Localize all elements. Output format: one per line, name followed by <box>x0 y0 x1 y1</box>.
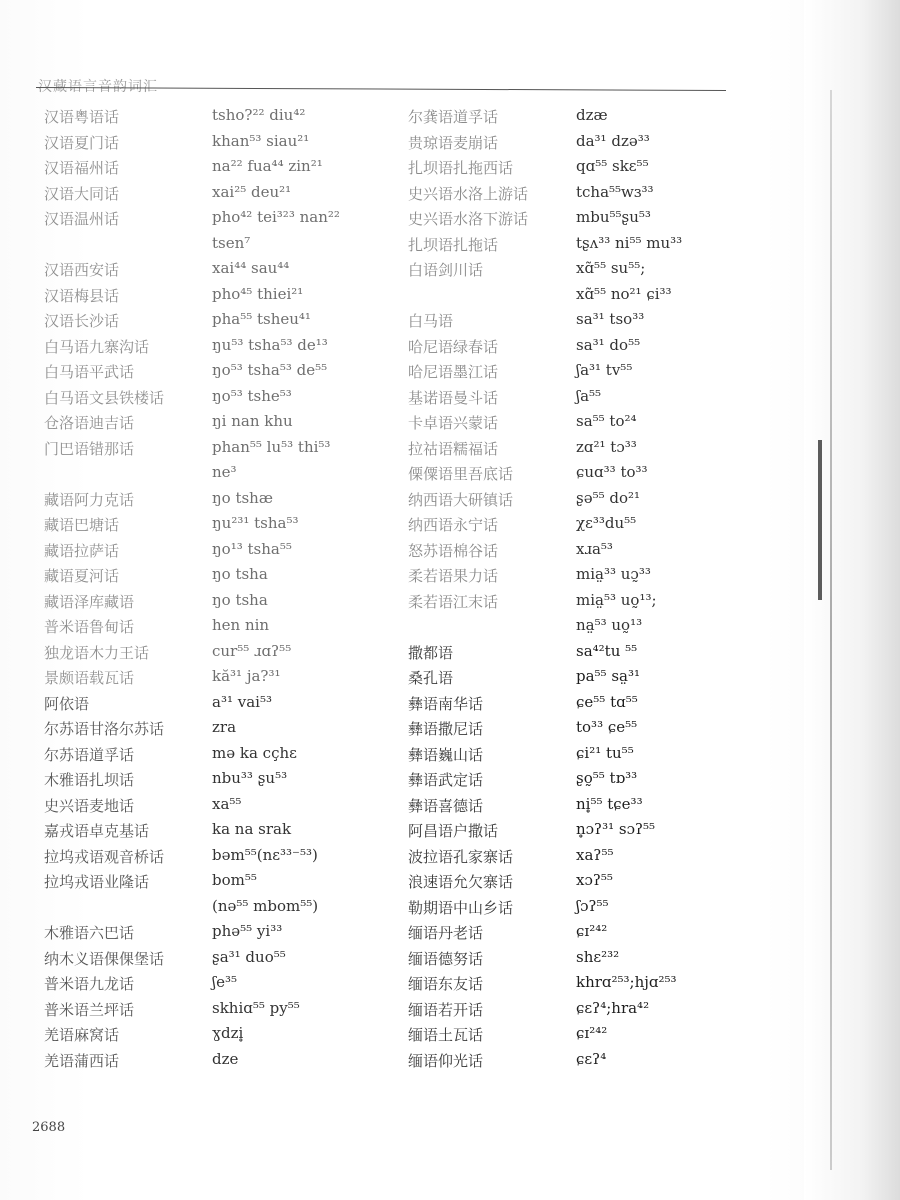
dialect-name: 缅语德努话 <box>408 949 484 968</box>
dialect-name: 怒苏语棉谷话 <box>408 541 499 560</box>
dictionary-entry <box>408 897 609 918</box>
dialect-name: 普米语鲁甸话 <box>44 618 135 636</box>
dialect-name: 史兴语水洛下游话 <box>408 210 529 228</box>
dialect-name: 哈尼语墨江话 <box>408 363 499 381</box>
dictionary-entry <box>408 514 636 535</box>
pronunciation: xaʔ⁵⁵ <box>576 845 614 864</box>
pronunciation: tʂʌ³³ ni⁵⁵ mu³³ <box>576 233 683 252</box>
dictionary-entry <box>44 1050 238 1071</box>
dialect-name: 白马语文县铁楼话 <box>44 388 165 407</box>
pronunciation: xai⁴⁴ sau⁴⁴ <box>212 259 290 277</box>
dialect-name: 拉坞戎语业隆话 <box>44 873 150 891</box>
pronunciation: ɕɛʔ⁴ <box>576 1049 607 1068</box>
dialect-name: 拉坞戎语观音桥话 <box>44 847 165 866</box>
dictionary-entry <box>44 285 303 306</box>
dictionary-entry <box>44 769 287 790</box>
dialect-name: 缅语若开话 <box>408 1000 484 1019</box>
pronunciation: ne³ <box>212 463 237 481</box>
dictionary-entry <box>408 769 637 790</box>
dialect-name: 扎坝语扎拖话 <box>408 235 499 254</box>
dictionary-entry <box>408 1050 606 1071</box>
dialect-name: 尔苏语道孚话 <box>44 745 135 764</box>
pronunciation: bom⁵⁵ <box>212 871 257 889</box>
dictionary-entry <box>408 973 677 994</box>
pronunciation: phan⁵⁵ lu⁵³ thi⁵³ <box>212 437 331 456</box>
pronunciation: pho⁴² tei³²³ nan²² <box>212 208 340 226</box>
dialect-name: 纳西语大研镇话 <box>408 490 514 509</box>
dictionary-entry <box>408 999 649 1020</box>
dictionary-entry <box>44 387 292 408</box>
pronunciation: skhiɑ⁵⁵ py⁵⁵ <box>212 998 300 1017</box>
pronunciation: na̤⁵³ uo̰¹³ <box>576 616 643 634</box>
dialect-name: 羌语麻窝话 <box>44 1026 120 1044</box>
dialect-name: 勒期语中山乡话 <box>408 898 514 917</box>
binding-edge <box>804 0 900 1200</box>
pronunciation: to³³ ɕe⁵⁵ <box>576 718 638 736</box>
dictionary-entry <box>408 438 637 459</box>
pronunciation: ŋo tsha <box>212 565 268 583</box>
dictionary-entry <box>408 412 637 433</box>
dialect-name <box>44 234 212 252</box>
dictionary-entry <box>44 234 250 252</box>
pronunciation: ʂo̰⁵⁵ tɒ³³ <box>576 769 638 787</box>
dialect-name: 汉语粤语话 <box>44 108 120 126</box>
pronunciation: zra <box>212 718 237 736</box>
dialect-name: 阿昌语户撒话 <box>408 822 499 840</box>
dialect-name: 缅语仰光话 <box>408 1051 484 1070</box>
pronunciation: ɣdzi̥ <box>212 1024 244 1042</box>
binding-line <box>830 90 832 1170</box>
dialect-name: 史兴语水洛上游话 <box>408 184 529 203</box>
dictionary-entry <box>44 208 340 229</box>
dialect-name: 柔若语果力话 <box>408 567 499 585</box>
pronunciation: dze <box>212 1049 239 1068</box>
dictionary-entry <box>44 412 293 433</box>
pronunciation: khrɑ²⁵³;hjɑ²⁵³ <box>576 973 677 991</box>
pronunciation: ʂə⁵⁵ do²¹ <box>576 488 641 507</box>
dialect-name: 缅语东友话 <box>408 975 484 993</box>
dialect-name: 尔苏语甘洛尔苏话 <box>44 720 165 738</box>
dialect-name: 羌语蒲西话 <box>44 1051 120 1070</box>
dialect-name <box>408 616 576 634</box>
dictionary-entry <box>44 157 323 178</box>
pronunciation: na²² fua⁴⁴ zin²¹ <box>212 157 323 175</box>
dictionary-entry <box>44 489 273 510</box>
pronunciation: xa⁵⁵ <box>212 794 242 813</box>
dictionary-entry <box>408 132 650 153</box>
dialect-name: 普米语九龙话 <box>44 975 135 993</box>
dialect-name: 独龙语木力王话 <box>44 643 150 662</box>
dictionary-entry <box>408 310 644 331</box>
dictionary-entry <box>408 718 637 739</box>
dictionary-entry <box>44 718 236 739</box>
dictionary-entry <box>408 387 601 408</box>
dictionary-entry <box>408 922 607 943</box>
dialect-name: 汉语温州话 <box>44 210 120 228</box>
dictionary-entry <box>44 667 281 688</box>
dialect-name: 浪速语允欠寨话 <box>408 873 514 891</box>
dialect-name: 汉语大同话 <box>44 184 120 203</box>
dialect-name: 藏语拉萨话 <box>44 541 120 560</box>
dialect-name: 藏语泽库藏语 <box>44 592 135 611</box>
dictionary-entry <box>44 336 328 357</box>
dictionary-entry <box>44 565 268 586</box>
dictionary-entry <box>408 744 634 765</box>
pronunciation: ɕɪ²⁴² <box>576 1024 608 1042</box>
dictionary-entry <box>408 693 638 714</box>
dictionary-entry <box>408 642 637 663</box>
pronunciation: ŋi nan khu <box>212 412 293 430</box>
pronunciation: khan⁵³ siau²¹ <box>212 131 310 150</box>
dialect-name: 基诺语曼斗话 <box>408 388 499 407</box>
dictionary-entry <box>44 438 330 459</box>
dictionary-entry <box>408 285 672 303</box>
dictionary-entry <box>44 693 272 714</box>
dictionary-entry <box>408 540 613 561</box>
dialect-name: 桑孔语 <box>408 669 454 687</box>
dictionary-entry <box>408 871 613 892</box>
dialect-name <box>44 897 212 915</box>
pronunciation: tcha⁵⁵wɜ³³ <box>576 182 654 201</box>
dictionary-entry <box>408 616 642 634</box>
dictionary-entry <box>44 259 289 280</box>
dialect-name: 阿依语 <box>44 694 90 713</box>
pronunciation: tsho?²² diu⁴² <box>212 106 306 124</box>
pronunciation: ʃe³⁵ <box>212 973 237 991</box>
pronunciation: ŋu⁵³ tsha⁵³ de¹³ <box>212 335 328 354</box>
dialect-name: 嘉戎语卓克基话 <box>44 822 150 840</box>
pronunciation: sa⁵⁵ to²⁴ <box>576 412 637 430</box>
dialect-name: 波拉语孔家寨话 <box>408 847 514 866</box>
dictionary-entry <box>408 336 640 357</box>
pronunciation: mia̤³³ uɔ̰³³ <box>576 565 651 583</box>
dialect-name: 汉语长沙话 <box>44 312 120 330</box>
pronunciation: ʃɔʔ⁵⁵ <box>576 896 609 915</box>
dictionary-entry <box>44 540 292 561</box>
dialect-name: 汉语福州话 <box>44 159 120 177</box>
dialect-name: 白马语平武话 <box>44 363 135 381</box>
dictionary-entry <box>408 157 649 178</box>
dictionary-entry <box>44 514 298 535</box>
dialect-name: 卡卓语兴蒙话 <box>408 414 499 432</box>
pronunciation: xai²⁵ deu²¹ <box>212 182 292 201</box>
pronunciation: ŋo⁵³ tsha⁵³ de⁵⁵ <box>212 361 328 379</box>
pronunciation: ɕɪ²⁴² <box>576 922 608 940</box>
dictionary-entry <box>44 744 297 765</box>
dictionary-entry <box>408 208 651 229</box>
dictionary-entry <box>408 846 613 867</box>
dialect-name: 彝语武定话 <box>408 771 484 789</box>
dictionary-entry <box>44 591 268 612</box>
dialect-name: 普米语兰坪话 <box>44 1000 135 1019</box>
dialect-name: 藏语阿力克话 <box>44 490 135 509</box>
dialect-name: 彝语喜德话 <box>408 796 484 815</box>
pronunciation: ŋo¹³ tsha⁵⁵ <box>212 539 292 558</box>
dialect-name: 藏语夏河话 <box>44 567 120 585</box>
pronunciation: ɕɛʔ⁴;hra⁴² <box>576 998 650 1017</box>
pronunciation: xɔʔ⁵⁵ <box>576 871 613 889</box>
pronunciation: bəm⁵⁵(nɛ³³⁻⁵³) <box>212 845 318 864</box>
dictionary-entry <box>44 361 327 382</box>
pronunciation: ka na srak <box>212 820 292 838</box>
pronunciation: phə⁵⁵ yi³³ <box>212 922 283 940</box>
dialect-name: 门巴语错那话 <box>44 439 135 458</box>
pronunciation: mbu⁵⁵ʂu⁵³ <box>576 208 651 226</box>
pronunciation: kă³¹ ja?³¹ <box>212 667 281 685</box>
dialect-name: 汉语梅县话 <box>44 286 120 305</box>
pronunciation: qɑ⁵⁵ skɛ⁵⁵ <box>576 157 649 175</box>
dialect-name: 彝语撒尼话 <box>408 720 484 738</box>
dialect-name: 彝语南华话 <box>408 694 484 713</box>
pronunciation: ŋu²³¹ tsha⁵³ <box>212 514 299 532</box>
dictionary-entry <box>44 642 291 663</box>
dictionary-entry <box>408 489 640 510</box>
pronunciation: dzæ <box>576 106 608 124</box>
pronunciation: xɑ̃⁵⁵ no²¹ ɕi³³ <box>576 284 672 303</box>
dictionary-entry <box>408 106 608 127</box>
dictionary-entry <box>44 846 318 867</box>
dictionary-entry <box>44 820 291 841</box>
pronunciation: tsen⁷ <box>212 233 251 252</box>
dialect-name: 木雅语扎坝话 <box>44 771 135 789</box>
pronunciation: pha⁵⁵ tsheu⁴¹ <box>212 310 311 328</box>
pronunciation: mə ka cçhɛ <box>212 743 297 762</box>
pronunciation: (nə⁵⁵ mbom⁵⁵) <box>212 896 319 915</box>
pronunciation: ɕuɑ³³ to³³ <box>576 463 648 481</box>
pronunciation: ʂa³¹ duo⁵⁵ <box>212 947 286 966</box>
pronunciation: pho⁴⁵ thiei²¹ <box>212 284 304 303</box>
pronunciation: hen nin <box>212 616 270 634</box>
pronunciation: ʃa³¹ tv⁵⁵ <box>576 361 633 379</box>
dictionary-entry <box>44 1024 243 1045</box>
dialect-name: 白语剑川话 <box>408 261 484 279</box>
pronunciation: mia̤⁵³ uo̰¹³; <box>576 590 657 609</box>
page-number: 2688 <box>32 1120 66 1135</box>
dialect-name: 哈尼语绿春话 <box>408 337 499 356</box>
dictionary-entry <box>44 310 311 331</box>
dictionary-entry <box>44 897 318 915</box>
pronunciation: ŋo tshæ <box>212 488 273 507</box>
dictionary-entry <box>408 591 657 612</box>
pronunciation: ŋo tsha <box>212 590 268 609</box>
pronunciation: n̥ɔʔ³¹ sɔʔ⁵⁵ <box>576 820 656 838</box>
pronunciation: xɹa⁵³ <box>576 539 613 558</box>
dictionary-entry <box>44 922 282 943</box>
pronunciation: ŋo⁵³ tshe⁵³ <box>212 386 292 405</box>
dictionary-entry <box>44 871 257 892</box>
dialect-name: 扎坝语扎拖西话 <box>408 159 514 177</box>
dialect-name: 尔龚语道孚话 <box>408 108 499 126</box>
dictionary-entry <box>408 259 645 280</box>
dialect-name: 贵琼语麦崩话 <box>408 133 499 152</box>
dictionary-entry <box>44 795 241 816</box>
dialect-name: 木雅语六巴话 <box>44 924 135 942</box>
pronunciation: sa³¹ tso³³ <box>576 310 645 328</box>
pronunciation: χɛ³³du⁵⁵ <box>576 514 637 532</box>
dialect-name: 景颇语载瓦话 <box>44 669 135 687</box>
dictionary-entry <box>44 616 269 637</box>
dictionary-entry <box>44 948 286 969</box>
dictionary-entry <box>408 820 655 841</box>
dialect-name: 仓洛语迪吉话 <box>44 414 135 432</box>
dialect-name: 缅语土瓦话 <box>408 1026 484 1044</box>
dialect-name: 史兴语麦地话 <box>44 796 135 815</box>
pronunciation: pa⁵⁵ sa̤³¹ <box>576 667 641 685</box>
pronunciation: nbu³³ ʂu⁵³ <box>212 769 288 787</box>
pronunciation: ʃa⁵⁵ <box>576 386 602 405</box>
pronunciation: shɛ²³² <box>576 947 620 966</box>
dialect-name: 藏语巴塘话 <box>44 516 120 534</box>
dictionary-entry <box>408 1024 607 1045</box>
running-head: 汉藏语言音韵词汇 <box>38 79 158 95</box>
dictionary-entry <box>44 106 305 127</box>
dialect-name: 傈僳语里吾底话 <box>408 465 514 483</box>
dictionary-entry <box>44 463 237 481</box>
dictionary-entry <box>408 565 651 586</box>
dialect-name: 彝语巍山话 <box>408 745 484 764</box>
dialect-name: 白马语 <box>408 312 454 330</box>
pronunciation: ɕi²¹ tu⁵⁵ <box>576 743 634 762</box>
dialect-name: 白马语九寨沟话 <box>44 337 150 356</box>
dictionary-entry <box>408 795 643 816</box>
pronunciation: a³¹ vai⁵³ <box>212 692 272 711</box>
dialect-name: 拉祜语糯福话 <box>408 439 499 458</box>
dialect-name: 撒都语 <box>408 643 454 662</box>
pronunciation: da³¹ dzə³³ <box>576 131 650 150</box>
pronunciation: zɑ²¹ tɔ³³ <box>576 437 637 456</box>
dialect-name: 纳西语永宁话 <box>408 516 499 534</box>
dialect-name: 柔若语江末话 <box>408 592 499 611</box>
dictionary-entry <box>408 667 640 688</box>
dialect-name: 汉语西安话 <box>44 261 120 279</box>
dialect-name: 缅语丹老话 <box>408 924 484 942</box>
pronunciation: sa³¹ do⁵⁵ <box>576 335 641 354</box>
binding-mark <box>818 440 822 600</box>
dictionary-entry <box>44 973 237 994</box>
dictionary-entry <box>408 948 619 969</box>
dictionary-entry <box>408 463 648 484</box>
dictionary-entry <box>408 234 682 255</box>
dialect-name: 汉语夏门话 <box>44 133 120 152</box>
pronunciation: ni̥⁵⁵ tɕe³³ <box>576 794 643 813</box>
pronunciation: xɑ̃⁵⁵ su⁵⁵; <box>576 259 646 277</box>
pronunciation: ɕe⁵⁵ tɑ⁵⁵ <box>576 692 638 711</box>
dictionary-entry <box>44 183 291 204</box>
dialect-name: 纳木义语倮倮堡话 <box>44 949 165 968</box>
dictionary-entry <box>408 361 632 382</box>
dialect-name <box>44 463 212 481</box>
dictionary-entry <box>408 183 654 204</box>
dialect-name <box>408 285 576 303</box>
pronunciation: sa⁴²tu ⁵⁵ <box>576 641 638 660</box>
dictionary-entry <box>44 999 300 1020</box>
dictionary-entry <box>44 132 309 153</box>
pronunciation: cur⁵⁵ ɹɑʔ⁵⁵ <box>212 641 292 660</box>
